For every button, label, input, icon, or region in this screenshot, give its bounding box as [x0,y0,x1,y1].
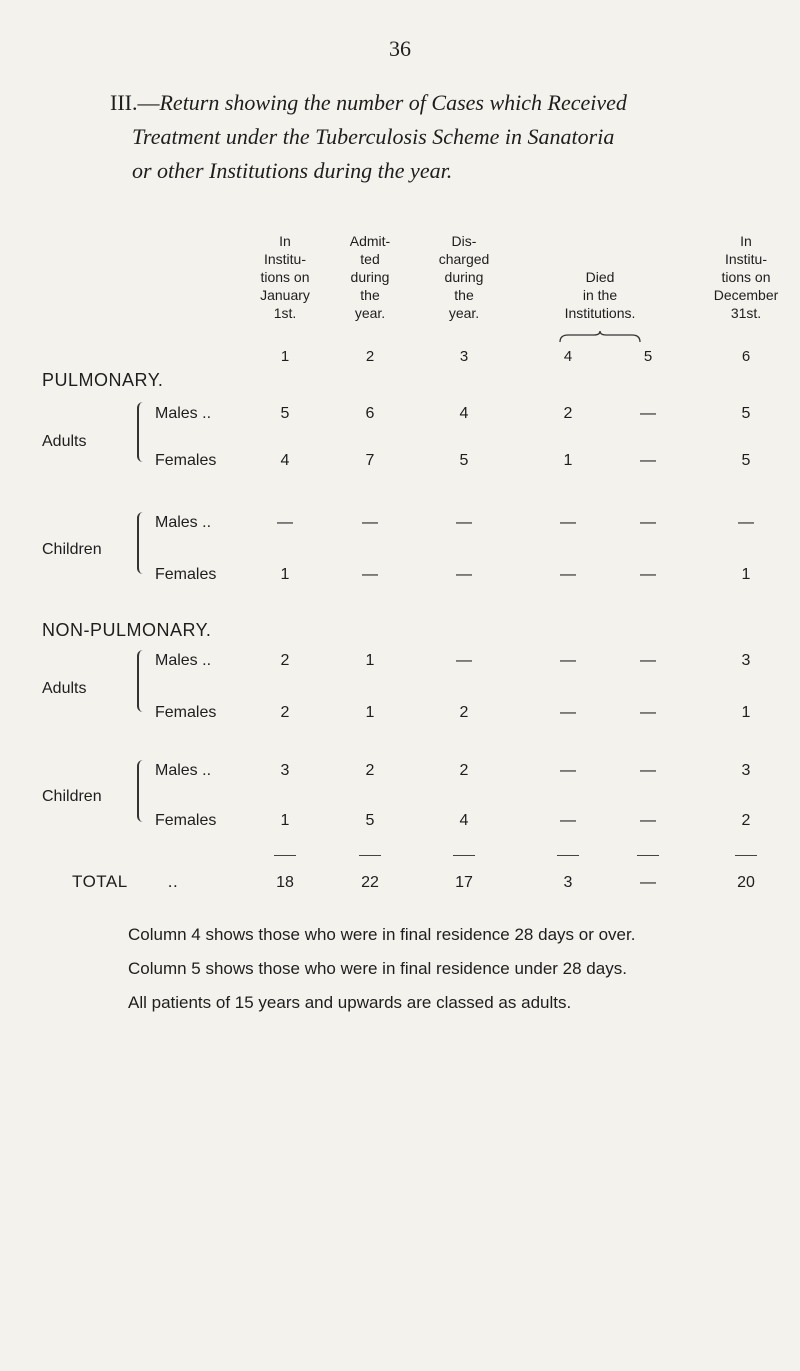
total-cell: 20 [737,874,755,891]
table-cell: 2 [365,762,375,779]
table-cell: 5 [741,405,751,422]
table-cell: 7 [365,452,375,469]
section-pulmonary: PULMONARY. [42,370,164,390]
table-cell: — [560,652,576,669]
table-cell: 3 [741,652,751,669]
table-cell: — [738,514,754,531]
table-cell: — [362,566,378,583]
total-rule [637,855,659,856]
leader-dots: .. [202,652,212,669]
table-cell: 5 [741,452,751,469]
title-line-3: or other Institutions during the year. [132,158,453,183]
table-cell: 1 [741,704,751,721]
col-header-died [540,268,660,322]
table-cell: — [277,514,293,531]
section-non-pulmonary: NON-PULMONARY. [42,620,212,640]
col-header-1-line: 1st. [273,305,297,321]
page-number: 36 [389,36,411,61]
total-rule [735,855,757,856]
table-cell: 2 [280,704,290,721]
col-header-2 [330,232,410,322]
table-cell: — [640,762,656,779]
table-cell: — [456,566,472,583]
col-header-3-line: during [444,269,484,285]
title-line-1-text: Return showing the number of Cases which Received [159,90,627,115]
col-header-6-line: 31st. [730,305,762,321]
col-header-1-line: Institu- [263,251,306,267]
row-label [155,652,211,670]
table-cell: 2 [280,652,290,669]
table-cell: 1 [365,652,375,669]
col-header-3-line: the [454,287,474,303]
col-number-4: 4 [563,348,573,365]
table-cell: 4 [459,405,469,422]
table-cell: 1 [280,812,290,829]
table-cell: — [560,812,576,829]
title-line-2: Treatment under the Tuberculosis Scheme in Sanatoria [132,124,615,149]
col-number-6: 6 [741,348,751,365]
col-header-3-line: year. [448,305,480,321]
col-header-3-line: Dis- [451,233,477,249]
footnote: All patients of 15 years and upwards are classed as adults. [128,993,572,1012]
brace-icon [137,650,145,712]
leader-dots: .. [167,872,179,891]
col-header-6-line: December [713,287,779,303]
table-cell: 5 [280,405,290,422]
table-cell: 2 [741,812,751,829]
leader-dots: .. [202,762,212,779]
total-rule [274,855,296,856]
total-rule [359,855,381,856]
table-cell: 4 [280,452,290,469]
col-header-6-line: In [740,233,752,249]
col-header-2-line: during [350,269,390,285]
table-cell: — [560,566,576,583]
col-header-died-line: Institutions. [564,305,636,321]
col-header-6-line: tions on [721,269,771,285]
table-cell: 3 [741,762,751,779]
col-header-1-line: January [260,287,310,303]
total-label [72,872,178,892]
table-cell: — [640,514,656,531]
table-cell: — [640,652,656,669]
table-cell: — [362,514,378,531]
brace-icon [137,760,145,822]
row-label: Females [155,566,217,583]
table-cell: 3 [280,762,290,779]
title-lead: III.— [110,90,160,115]
table-cell: — [560,704,576,721]
total-cell: 22 [361,874,379,891]
table-cell: 1 [365,704,375,721]
col-header-6 [700,232,792,322]
table-cell: 1 [563,452,573,469]
footnote: Column 4 shows those who were in final residence 28 days or over. [128,925,636,944]
row-label-text: Males [155,514,198,531]
table-cell: — [560,514,576,531]
table-cell: 5 [459,452,469,469]
table-cell: 2 [459,762,469,779]
row-label [155,405,211,423]
row-label: Females [155,812,217,829]
col-header-2-line: ted [360,251,380,267]
col-header-2-line: the [360,287,380,303]
group-children: Children [42,541,102,558]
died-brace-icon [558,330,642,344]
table-cell: 2 [459,704,469,721]
table-cell: — [640,405,656,422]
table-cell: — [640,704,656,721]
total-cell: 17 [455,874,473,891]
col-number-2: 2 [365,348,375,365]
row-label: Females [155,452,217,469]
row-label-text: Males [155,405,198,422]
col-header-3-line: charged [438,251,490,267]
row-label [155,514,211,532]
col-header-1 [245,232,325,322]
col-header-6-line: Institu- [724,251,767,267]
col-header-1-line: In [279,233,291,249]
col-header-died-line: in the [582,287,618,303]
row-label [155,762,211,780]
total-rule [453,855,475,856]
group-adults: Adults [42,680,87,697]
total-label-text: TOTAL [72,872,128,891]
row-label-text: Males [155,652,198,669]
group-children: Children [42,788,102,805]
brace-icon [137,402,145,462]
footnote: Column 5 shows those who were in final residence under 28 days. [128,959,627,978]
leader-dots: .. [202,514,212,531]
table-cell: 6 [365,405,375,422]
total-rule [557,855,579,856]
total-cell: 3 [563,874,573,891]
brace-icon [137,512,145,574]
col-header-3 [424,232,504,322]
table-cell: 5 [365,812,375,829]
table-cell: 1 [741,566,751,583]
col-header-2-line: year. [354,305,386,321]
col-header-died-line: Died [585,269,615,285]
total-cell: — [640,874,656,891]
row-label: Females [155,704,217,721]
table-cell: — [640,812,656,829]
leader-dots: .. [202,405,212,422]
row-label-text: Males [155,762,198,779]
col-header-1-line: tions on [260,269,310,285]
title-line-1 [110,86,770,120]
table-cell: 4 [459,812,469,829]
table-title [110,86,770,188]
col-header-2-line: Admit- [349,233,391,249]
table-cell: — [456,652,472,669]
table-cell: — [560,762,576,779]
col-number-5: 5 [643,348,653,365]
col-number-1: 1 [280,348,290,365]
table-cell: — [640,452,656,469]
col-number-3: 3 [459,348,469,365]
table-cell: 1 [280,566,290,583]
total-cell: 18 [276,874,294,891]
group-adults: Adults [42,433,87,450]
table-cell: — [640,566,656,583]
table-cell: — [456,514,472,531]
table-cell: 2 [563,405,573,422]
